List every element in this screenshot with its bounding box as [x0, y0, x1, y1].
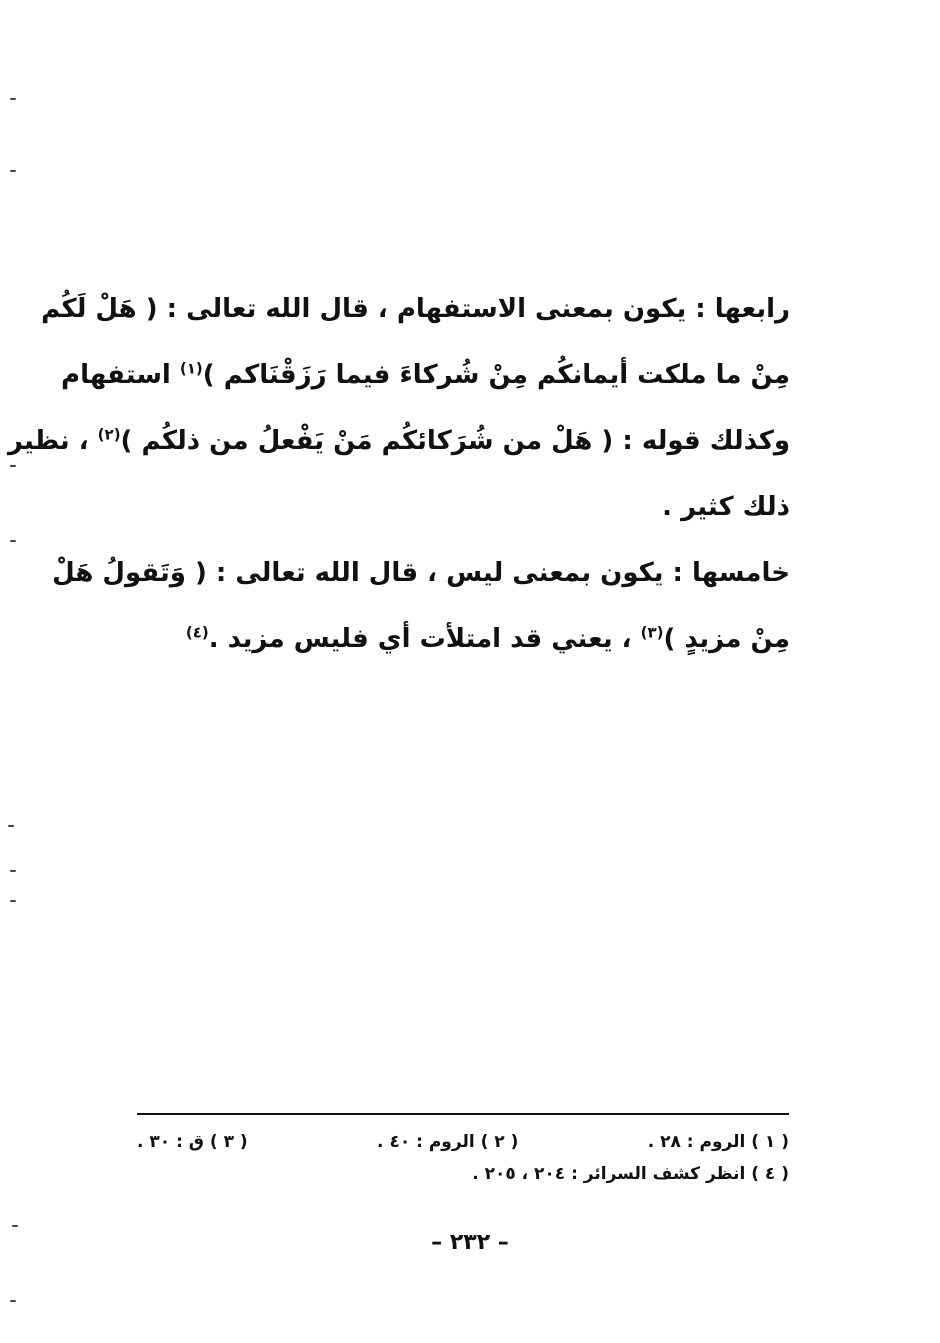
paragraph-line [52, 540, 790, 606]
paragraph-line [61, 342, 790, 408]
footnotes [137, 1126, 789, 1190]
scan-speck [10, 465, 16, 467]
footnote-row [137, 1158, 789, 1190]
paragraph-line [130, 474, 790, 540]
text-run: مِنْ ما ملكت أيمانكُم مِنْ شُركاءَ فيما رَزَقْنَاكم ) [202, 360, 790, 390]
text-run: وكذلك قوله : ( هَلْ من شُرَكائكُم مَنْ يَفْعلُ من ذلكُم ) [120, 426, 790, 456]
text-run: رابعها : يكون بمعنى الاستفهام ، قال الله تعالى : ( هَلْ لَكُم [41, 294, 790, 324]
scan-speck [10, 98, 16, 100]
footnote-ref-3[interactable]: (٣) [640, 623, 664, 642]
footnote-row [137, 1126, 789, 1158]
scan-speck [12, 1225, 18, 1227]
footnote-1: ( ١ ) الروم : ٢٨ . [647, 1132, 789, 1152]
text-run: استفهام [61, 360, 180, 390]
scan-speck [10, 900, 16, 902]
text-run: خامسها : يكون بمعنى ليس ، قال الله تعالى : ( وَتَقولُ هَلْ [52, 558, 790, 588]
paragraph-line [7, 408, 790, 474]
scan-speck [10, 1300, 16, 1302]
text-run: ذلك كثير . [662, 492, 790, 522]
text-run: مِنْ مزيدٍ ) [663, 624, 790, 654]
page-number: – ٢٣٢ – [431, 1230, 509, 1255]
scan-speck [10, 170, 16, 172]
footnote-ref-4[interactable]: (٤) [185, 623, 209, 642]
footnote-ref-2[interactable]: (٢) [97, 425, 121, 444]
footnote-3: ( ٣ ) ق : ٣٠ . [137, 1132, 248, 1152]
footnote-4: ( ٤ ) انظر كشف السرائر : ٢٠٤ ، ٢٠٥ . [472, 1164, 789, 1184]
paragraph-fourth-meaning [7, 276, 790, 540]
footnote-ref-1[interactable]: (١) [179, 359, 203, 378]
paragraph-fifth-meaning [52, 540, 790, 672]
scan-speck [10, 540, 16, 542]
footnote-2: ( ٢ ) الروم : ٤٠ . [377, 1132, 519, 1152]
paragraph-line [130, 606, 790, 672]
footnote-separator [137, 1113, 789, 1115]
text-run: ، نظير [7, 426, 98, 456]
scan-speck [10, 870, 16, 872]
text-run: ، يعني قد امتلأت أي فليس مزيد . [208, 624, 641, 654]
paragraph-line [41, 276, 790, 342]
scan-speck [8, 825, 14, 827]
